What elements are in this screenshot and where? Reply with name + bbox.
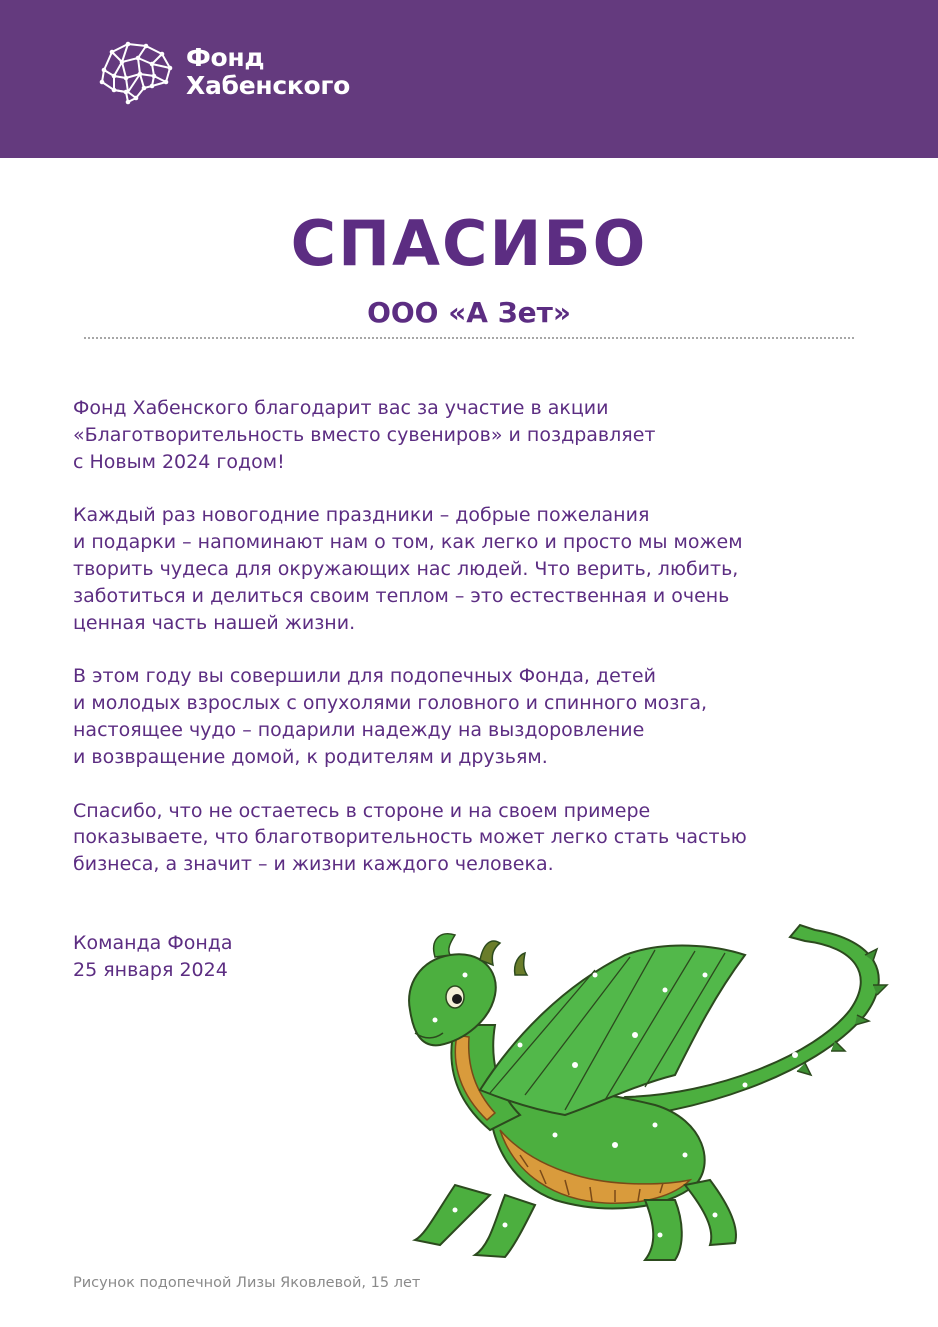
text-line: «Благотворительность вместо сувениров» и поздравляет <box>73 423 656 446</box>
paragraph-3 <box>73 663 873 770</box>
signature-team: Команда Фонда <box>73 932 233 954</box>
text-line: Фонд Хабенского благодарит вас за участие в акции <box>73 397 609 419</box>
letter-body <box>73 395 873 905</box>
text-line: заботиться и делиться своим теплом – это естественная и очень <box>73 584 730 607</box>
paragraph-4 <box>73 798 873 878</box>
text-line: и подарки – напоминают нам о том, как легко и просто мы можем <box>73 531 743 554</box>
brain-network-icon <box>94 40 174 106</box>
paragraph-1 <box>73 395 873 475</box>
logo-wordmark <box>186 44 350 100</box>
text-line: Каждый раз новогодние праздники – добрые пожелания <box>73 504 650 527</box>
text-line: показываете, что благотворительность может легко стать частью <box>73 826 747 849</box>
text-line: настоящее чудо – подарили надежду на выздоровление <box>73 718 645 741</box>
text-line: и возвращение домой, к родителям и друзьям. <box>73 745 548 768</box>
dotted-divider <box>84 337 854 339</box>
drawing-caption: Рисунок подопечной Лизы Яковлевой, 15 лет <box>73 1275 421 1291</box>
signature-date: 25 января 2024 <box>73 959 228 981</box>
logo-line-1: Фонд <box>186 43 265 72</box>
text-line: ценная часть нашей жизни. <box>73 611 356 634</box>
text-line: Спасибо, что не остаетесь в стороне и на своем примере <box>73 799 651 822</box>
text-line: и молодых взрослых с опухолями головного и спинного мозга, <box>73 692 708 715</box>
text-line: бизнеса, а значит – и жизни каждого человека. <box>73 853 554 876</box>
signature-block <box>73 930 233 984</box>
page-title: СПАСИБО <box>290 207 648 280</box>
dragon-drawing <box>395 915 915 1265</box>
text-line: с Новым 2024 годом! <box>73 450 285 473</box>
text-line: творить чудеса для окружающих нас людей. Что верить, любить, <box>73 557 739 580</box>
company-name: ООО «А Зет» <box>367 296 571 329</box>
header-bar <box>0 0 938 158</box>
text-line: В этом году вы совершили для подопечных Фонда, детей <box>73 665 656 688</box>
paragraph-2 <box>73 502 873 636</box>
logo-line-2: Хабенского <box>186 71 351 100</box>
